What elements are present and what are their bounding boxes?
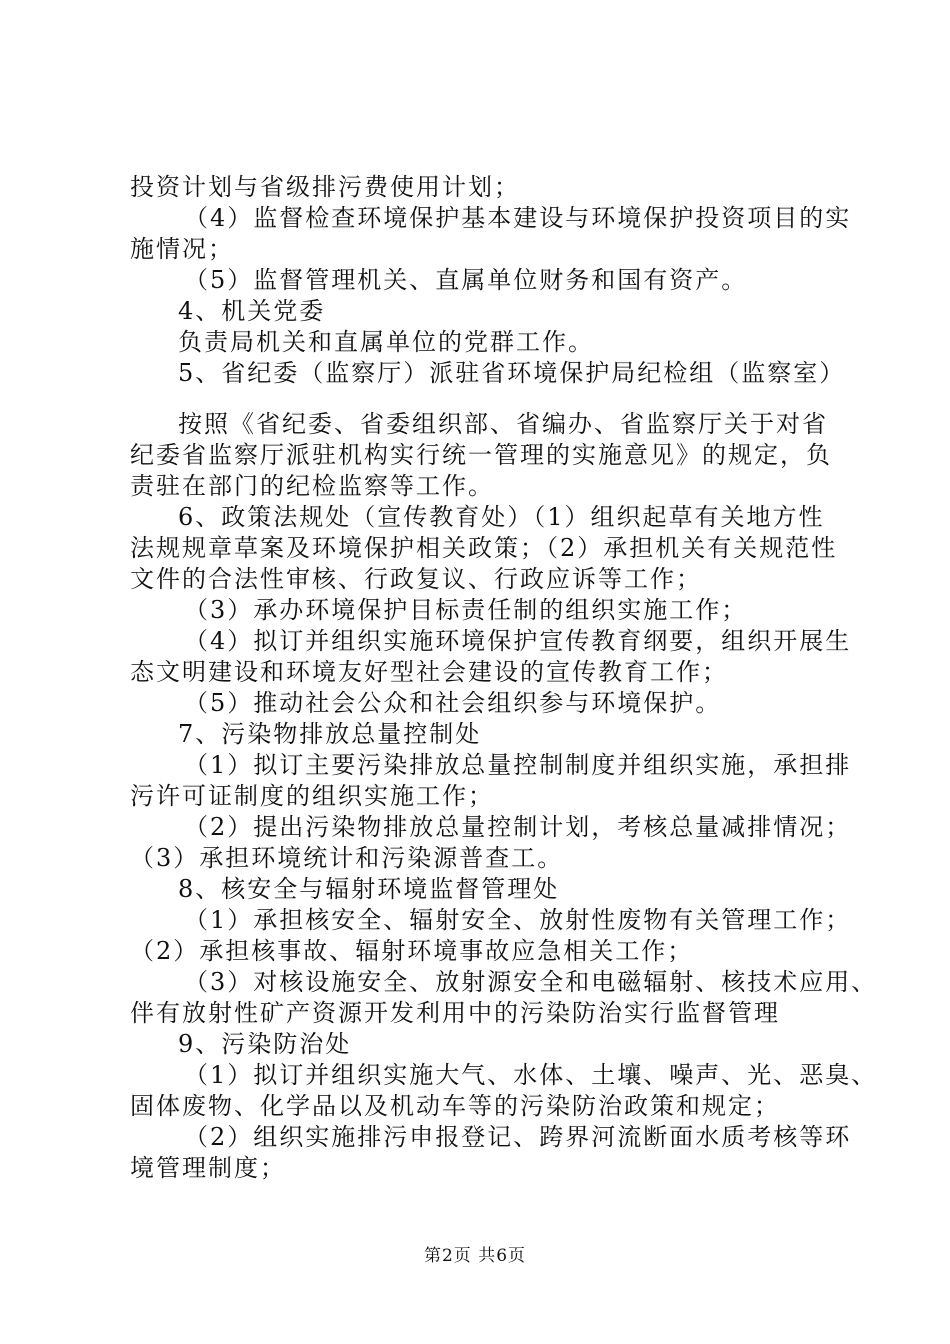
section-heading: 4、机关党委 [178,297,326,325]
text-line: （3）对核设施安全、放射源安全和电磁辐射、核技术应用、 [184,968,878,996]
text-line: （2）提出污染物排放总量控制计划，考核总量减排情况； [184,813,852,841]
document-body [130,172,878,1184]
text-line: （2）组织实施排污申报登记、跨界河流断面水质考核等环 [184,1123,852,1151]
page-footer: 第2页 共6页 [423,1246,527,1266]
text-line: （4）拟订并组织实施环境保护宣传教育纲要，组织开展生 [184,627,852,655]
text-line: 按照《省纪委、省委组织部、省编办、省监察厅关于对省 [178,410,828,438]
text-line: 施情况； [130,235,234,263]
section-heading: 7、污染物排放总量控制处 [178,720,482,748]
text-line: （5）推动社会公众和社会组织参与环境保护。 [184,689,722,717]
text-line: 固体废物、化学品以及机动车等的污染防治政策和规定； [130,1092,780,1120]
text-line: （4）监督检查环境保护基本建设与环境保护投资项目的实 [184,204,852,232]
text-line: 负责局机关和直属单位的党群工作。 [178,328,594,356]
text-line: （1）拟订主要污染排放总量控制制度并组织实施，承担排 [184,751,852,779]
text-line: 法规规章草案及环境保护相关政策；（2）承担机关有关规范性 [130,534,838,562]
text-line: 文件的合法性审核、行政复议、行政应诉等工作； [130,565,702,593]
text-line: 伴有放射性矿产资源开发利用中的污染防治实行监督管理 [130,999,780,1027]
text-line: 责驻在部门的纪检监察等工作。 [130,472,494,500]
text-line: （3）承办环境保护目标责任制的组织实施工作； [184,596,748,624]
text-line: （3）承担环境统计和污染源普查工。 [130,844,564,872]
paragraph-gap [130,389,830,409]
text-line: （5）监督管理机关、直属单位财务和国有资产。 [184,266,748,294]
text-line: 纪委省监察厅派驻机构实行统一管理的实施意见》的规定，负 [130,441,832,469]
text-line: （1）承担核安全、辐射安全、放射性废物有关管理工作； [184,906,852,934]
section-heading: 5、省纪委（监察厅）派驻省环境保护局纪检组（监察室） [178,359,846,387]
text-line: （1）拟订并组织实施大气、水体、土壤、噪声、光、恶臭、 [184,1061,878,1089]
section-heading: 6、政策法规处（宣传教育处）（1）组织起草有关地方性 [178,503,825,531]
text-line: 污许可证制度的组织实施工作； [130,782,494,810]
section-heading: 8、核安全与辐射环境监督管理处 [178,875,560,903]
text-line: 态文明建设和环境友好型社会建设的宣传教育工作； [130,658,728,686]
text-line: 投资计划与省级排污费使用计划； [130,173,520,201]
text-line: （2）承担核事故、辐射环境事故应急相关工作； [130,937,694,965]
section-heading: 9、污染防治处 [178,1030,352,1058]
text-line: 境管理制度； [130,1154,286,1182]
